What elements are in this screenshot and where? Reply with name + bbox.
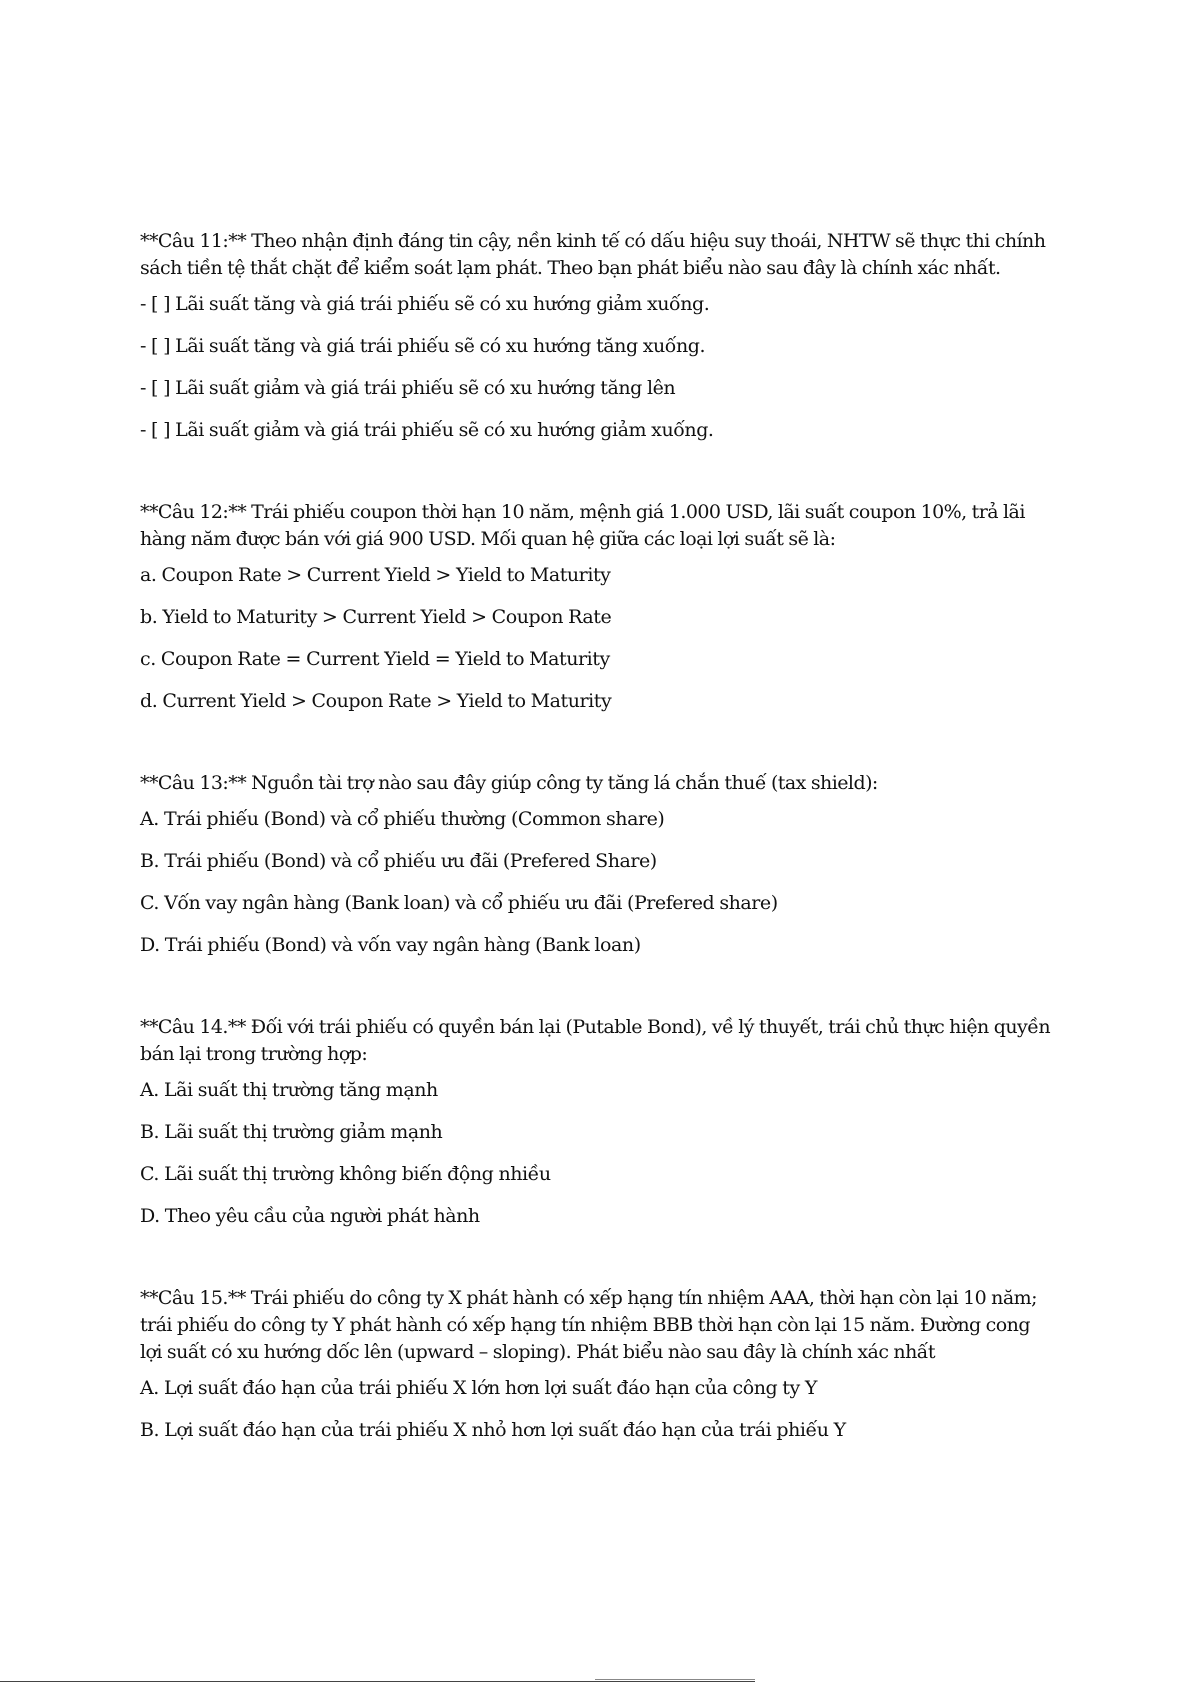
answer-option: A. Lãi suất thị trường tăng mạnh <box>140 1079 438 1101</box>
answer-option: D. Theo yêu cầu của người phát hành <box>140 1205 480 1227</box>
question-13 <box>140 770 1055 959</box>
spacer <box>140 459 1055 499</box>
answer-option: B. Lợi suất đáo hạn của trái phiếu X nhỏ hơn lợi suất đáo hạn của trái phiếu Y <box>140 1419 846 1441</box>
question-text: **Câu 14.** Đối với trái phiếu có quyền bán lại (Putable Bond), về lý thuyết, trái chủ thực hiện quyền bán lại trong trường hợp: <box>140 1016 1051 1065</box>
question-text: **Câu 15.** Trái phiếu do công ty X phát hành có xếp hạng tín nhiệm AAA, thời hạn còn lại 10 năm; trái phiếu do công ty Y phát hành có xếp hạng tín nhiệm BBB thời hạn còn lại 15 năm. Đường cong lợi suất có xu hướng dốc lên (upward – sloping). Phát biểu nào sau đây là chính xác nhất <box>140 1287 1037 1363</box>
question-text: **Câu 11:** Theo nhận định đáng tin cậy, nền kinh tế có dấu hiệu suy thoái, NHTW sẽ thực thi chính sách tiền tệ thắt chặt để kiểm soát lạm phát. Theo bạn phát biểu nào sau đây là chính xác nhất. <box>140 230 1046 279</box>
document-page <box>140 228 1055 1459</box>
spacer <box>140 1245 1055 1285</box>
question-14 <box>140 1014 1055 1230</box>
answer-option: B. Lãi suất thị trường giảm mạnh <box>140 1121 443 1143</box>
question-12 <box>140 499 1055 715</box>
answer-option: - [ ] Lãi suất tăng và giá trái phiếu sẽ có xu hướng giảm xuống. <box>140 293 710 315</box>
answer-option: B. Trái phiếu (Bond) và cổ phiếu ưu đãi (Prefered Share) <box>140 850 657 872</box>
question-text: **Câu 13:** Nguồn tài trợ nào sau đây giúp công ty tăng lá chắn thuế (tax shield): <box>140 772 878 794</box>
question-15 <box>140 1285 1055 1444</box>
answer-option: b. Yield to Maturity > Current Yield > Coupon Rate <box>140 606 612 628</box>
answer-option: C. Lãi suất thị trường không biến động nhiều <box>140 1163 551 1185</box>
answer-option: - [ ] Lãi suất giảm và giá trái phiếu sẽ có xu hướng giảm xuống. <box>140 419 714 441</box>
answer-option: - [ ] Lãi suất giảm và giá trái phiếu sẽ có xu hướng tăng lên <box>140 377 676 399</box>
question-11 <box>140 228 1055 444</box>
page-bottom-rule-segment <box>595 1679 755 1680</box>
answer-option: d. Current Yield > Coupon Rate > Yield to Maturity <box>140 690 612 712</box>
spacer <box>140 730 1055 770</box>
spacer <box>140 974 1055 1014</box>
answer-option: C. Vốn vay ngân hàng (Bank loan) và cổ phiếu ưu đãi (Prefered share) <box>140 892 778 914</box>
question-text: **Câu 12:** Trái phiếu coupon thời hạn 10 năm, mệnh giá 1.000 USD, lãi suất coupon 10%, trả lãi hàng năm được bán với giá 900 USD. Mối quan hệ giữa các loại lợi suất sẽ là: <box>140 501 1025 550</box>
answer-option: A. Trái phiếu (Bond) và cổ phiếu thường (Common share) <box>140 808 665 830</box>
answer-option: c. Coupon Rate = Current Yield = Yield to Maturity <box>140 648 610 670</box>
answer-option: A. Lợi suất đáo hạn của trái phiếu X lớn hơn lợi suất đáo hạn của công ty Y <box>140 1377 817 1399</box>
answer-option: a. Coupon Rate > Current Yield > Yield to Maturity <box>140 564 611 586</box>
answer-option: D. Trái phiếu (Bond) và vốn vay ngân hàng (Bank loan) <box>140 934 641 956</box>
answer-option: - [ ] Lãi suất tăng và giá trái phiếu sẽ có xu hướng tăng xuống. <box>140 335 706 357</box>
page-bottom-rule <box>0 1681 755 1682</box>
